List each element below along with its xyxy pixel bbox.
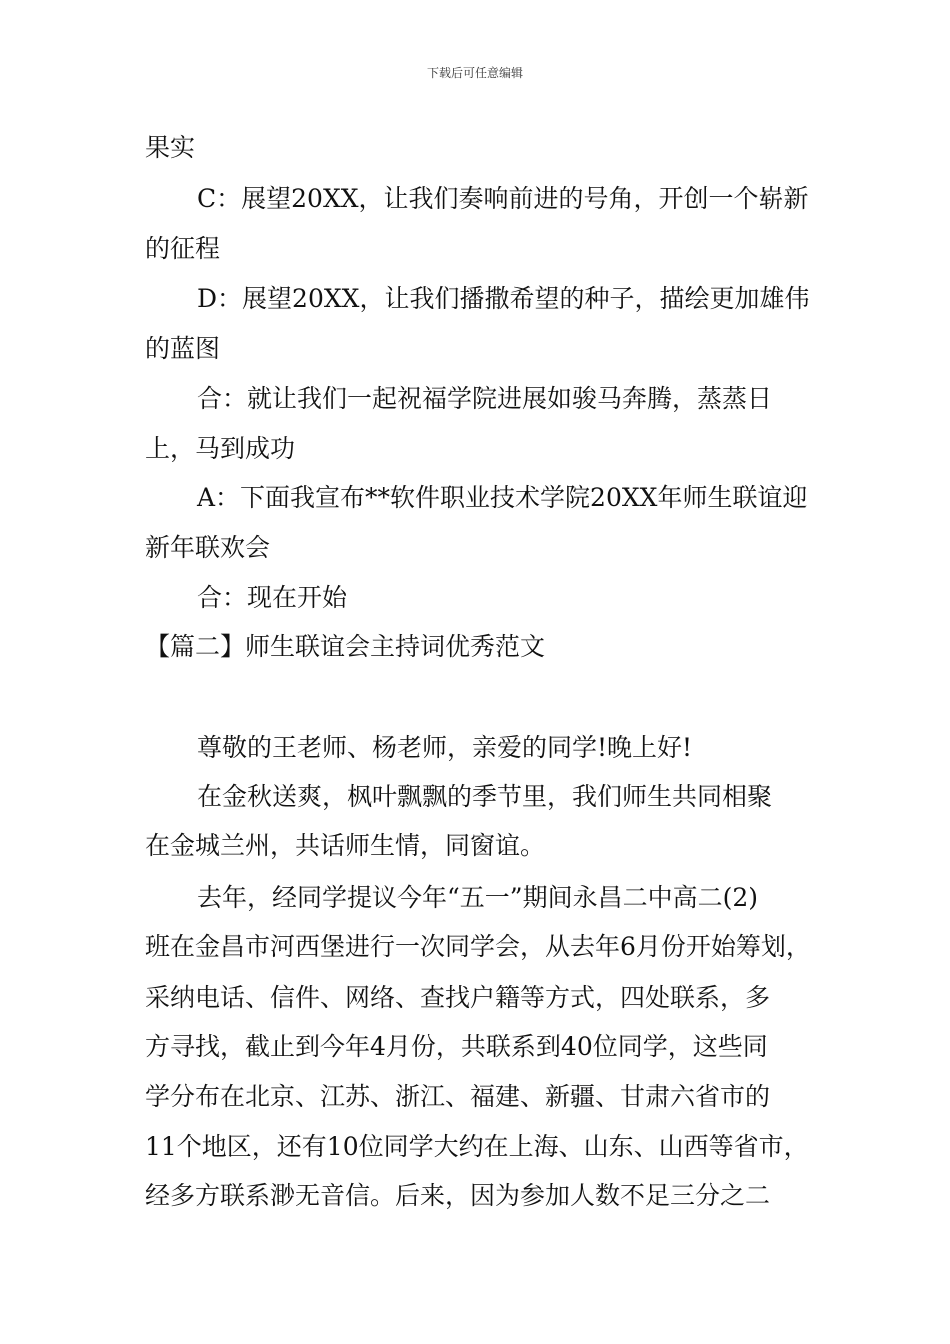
text-line: A：下面我宣布**软件职业技术学院20XX年师生联谊迎 — [197, 483, 808, 512]
text-line: 上，马到成功 — [145, 434, 296, 463]
text-line: 班在金昌市河西堡进行一次同学会，从去年6月份开始筹划， — [145, 932, 811, 961]
text-line: 11个地区，还有10位同学大约在上海、山东、山西等省市， — [145, 1132, 809, 1161]
page-header-note: 下载后可任意编辑 — [426, 66, 523, 80]
section-heading: 【篇二】师生联谊会主持词优秀范文 — [145, 632, 546, 661]
text-line: C：展望20XX，让我们奏响前进的号角，开创一个崭新 — [197, 184, 809, 213]
text-line: 新年联欢会 — [145, 533, 271, 562]
text-line: 学分布在北京、江苏、浙江、福建、新疆、甘肃六省市的 — [145, 1082, 771, 1111]
text-line: 在金城兰州，共话师生情，同窗谊。 — [145, 831, 546, 860]
text-line: 的征程 — [145, 234, 221, 263]
text-line: 合：就让我们一起祝福学院进展如骏马奔腾，蒸蒸日 — [197, 384, 773, 413]
text-line: 去年，经同学提议今年“五一”期间永昌二中高二(2) — [197, 883, 758, 912]
text-line: 方寻找，截止到今年4月份，共联系到40位同学，这些同 — [145, 1032, 768, 1061]
text-line: 果实 — [145, 133, 196, 162]
text-line: 在金秋送爽，枫叶飘飘的季节里，我们师生共同相聚 — [197, 782, 773, 811]
text-line: 采纳电话、信件、网络、查找户籍等方式，四处联系，多 — [145, 983, 771, 1012]
text-line: 尊敬的王老师、杨老师，亲爱的同学!晚上好! — [197, 733, 693, 762]
text-line: 的蓝图 — [145, 334, 221, 363]
text-line: 经多方联系渺无音信。后来，因为参加人数不足三分之二 — [145, 1181, 771, 1210]
text-line: D：展望20XX，让我们播撒希望的种子，描绘更加雄伟 — [197, 284, 810, 313]
text-line: 合：现在开始 — [197, 583, 348, 612]
